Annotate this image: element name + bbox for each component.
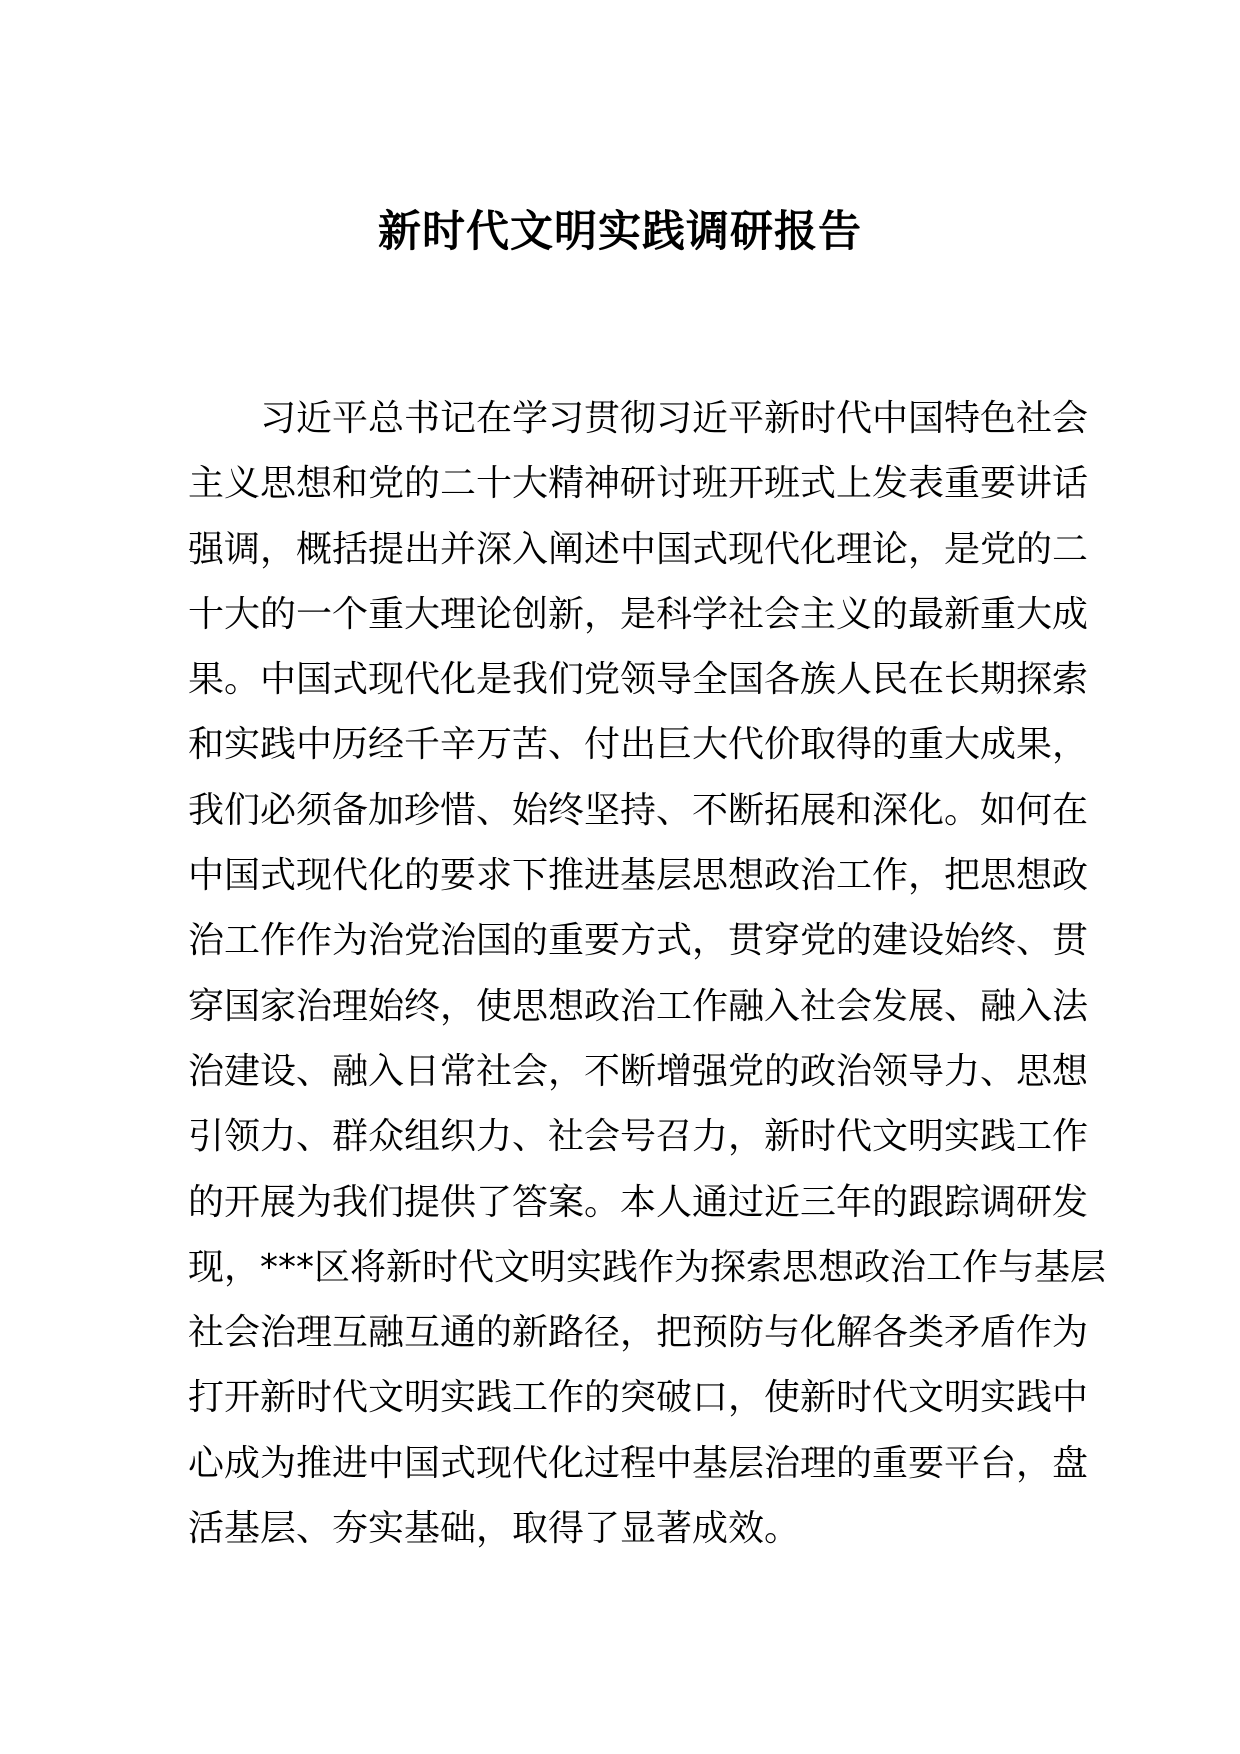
paragraph-line: 习近平总书记在学习贯彻习近平新时代中国特色社会 — [260, 398, 1089, 439]
paragraph-line: 治建设、融入日常社会，不断增强党的政治领导力、思想 — [188, 1050, 1089, 1092]
paragraph-line: 打开新时代文明实践工作的突破口，使新时代文明实践中 — [188, 1377, 1089, 1419]
paragraph-line: 十大的一个重大理论创新，是科学社会主义的最新重大成 — [188, 593, 1089, 635]
document-body — [188, 386, 1107, 1561]
paragraph-line: 我们必须备加珍惜、始终坚持、不断拓展和深化。如何在 — [188, 789, 1089, 831]
document-title: 新时代文明实践调研报告 — [378, 207, 862, 257]
paragraph-line: 现，***区将新时代文明实践作为探索思想政治工作与基层 — [188, 1246, 1107, 1288]
paragraph-line: 活基层、夯实基础，取得了显著成效。 — [188, 1508, 801, 1550]
paragraph-line: 主义思想和党的二十大精神研讨班开班式上发表重要讲话 — [188, 463, 1089, 505]
paragraph-line: 治工作作为治党治国的重要方式，贯穿党的建设始终、贯 — [188, 920, 1089, 962]
paragraph-line: 果。中国式现代化是我们党领导全国各族人民在长期探索 — [188, 659, 1089, 701]
paragraph-line: 引领力、群众组织力、社会号召力，新时代文明实践工作 — [188, 1116, 1089, 1158]
paragraph-line: 和实践中历经千辛万苦、付出巨大代价取得的重大成果， — [188, 724, 1089, 766]
paragraph-line: 心成为推进中国式现代化过程中基层治理的重要平台，盘 — [188, 1442, 1089, 1484]
paragraph-line: 的开展为我们提供了答案。本人通过近三年的跟踪调研发 — [188, 1181, 1089, 1223]
paragraph-line: 强调，概括提出并深入阐述中国式现代化理论，是党的二 — [188, 528, 1089, 570]
paragraph-line: 穿国家治理始终，使思想政治工作融入社会发展、融入法 — [188, 985, 1089, 1027]
paragraph-line: 中国式现代化的要求下推进基层思想政治工作，把思想政 — [188, 855, 1089, 897]
paragraph-line: 社会治理互融互通的新路径，把预防与化解各类矛盾作为 — [188, 1312, 1089, 1354]
